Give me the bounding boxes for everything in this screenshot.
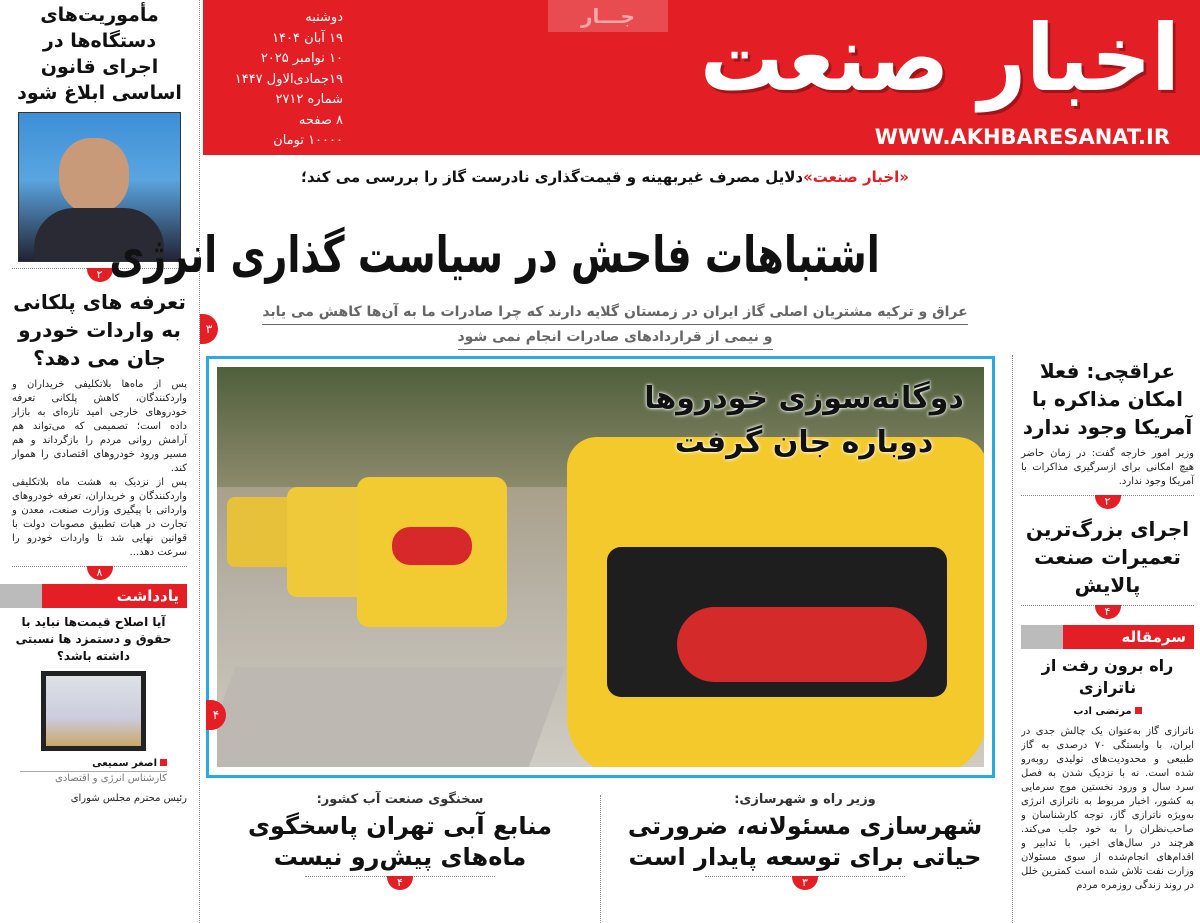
main-subhead (230, 300, 1000, 350)
paragraph: پس از نزدیک به هشت ماه بلاتکلیفی واردکنندگان و خریداران، تعرفه خودروهای وارداتی با پیگیری وزارت صنعت، معدن و تجارت در هیات تطبیق مصوبات دولت با قوانین نهایی شد تا واردات خودرو را سرعت دهد... (12, 477, 187, 558)
page-badge: ۴ (1095, 605, 1121, 619)
left-top-headline[interactable]: مأموریت‌های دستگاه‌ها در اجرای قانون اساسی ابلاغ شود (17, 4, 182, 104)
page-badge: ۲ (87, 268, 113, 282)
issue-number: شماره ۲۷۱۲ (275, 92, 343, 107)
subhead-line: عراق و ترکیه مشتریان اصلی گاز ایران در زمستان گلایه دارند که چرا صادرات ما به آن‌ها کاهش می یابد (262, 300, 967, 325)
jar-label: جـــار (548, 0, 668, 32)
date-solar: ۱۹ آبان ۱۴۰۴ (272, 30, 343, 46)
editorial-author: مرتضی ادب (1021, 705, 1194, 719)
newspaper-logo: اخبار صنعت (700, 5, 1180, 112)
arrow-icon (1021, 625, 1063, 649)
note-headline[interactable]: آیا اصلاح قیمت‌ها نباید با حقوق و دستمزد ها نسبتی داشته باشد؟ (15, 615, 172, 663)
page-badge: ۳ (200, 314, 218, 344)
website-url[interactable]: WWW.AKHBARESANAT.IR (874, 125, 1170, 149)
divider (1021, 495, 1194, 509)
story-urban[interactable] (605, 792, 1005, 890)
paragraph: پس از ماه‌ها بلاتکلیفی خریداران و واردکنندگان، کاهش پلکانی تعرفه خودروهای خارجی امید تازه‌ای به بازار داده است؛ تصمیمی که می‌تواند هم آرامش روانی مردم را بازگرداند و هم مسیر ورود خودروهای اقتصادی را هموار کند. (12, 379, 187, 474)
masthead (203, 0, 1200, 155)
arrow-icon (0, 584, 42, 608)
araghchi-body: وزیر امور خارجه گفت: در زمان حاضر هیچ امکانی برای ازسرگیری مذاکرات با آمریکا وجود ندارد. (1021, 448, 1194, 487)
araghchi-headline[interactable]: عراقچی: فعلا امکان مذاکره با آمریکا وجود ندارد (1022, 359, 1193, 439)
main-photo-frame[interactable] (206, 356, 995, 778)
divider (12, 566, 187, 580)
editorial-section-header (1021, 625, 1194, 649)
refinery-headline[interactable]: اجرای بزرگ‌ترین تعمیرات صنعت پالایش (1025, 517, 1190, 597)
column-divider (600, 795, 601, 923)
water-kicker: سخنگوی صنعت آب کشور: (316, 792, 484, 807)
author-photo (41, 671, 146, 751)
divider (1021, 605, 1194, 619)
page-badge: ۴ (387, 876, 413, 890)
main-headline[interactable]: اشتباهات فاحش در سیاست گذاری انرژی (109, 226, 880, 284)
main-headline-wrap (109, 215, 1000, 295)
urban-headline[interactable]: شهرسازی مسئولانه، ضرورتی حیاتی برای توسعه پایدار است (627, 812, 983, 871)
kicker-source: «اخبار صنعت» (803, 168, 910, 186)
page-badge: ۳ (792, 876, 818, 890)
right-column (1012, 355, 1200, 923)
note-section-label: یادداشت (42, 584, 187, 608)
subhead-line: و نیمی از قراردادهای صادرات انجام نمی شود (458, 325, 773, 350)
editorial-headline[interactable]: راه برون رفت از ناترازی (1041, 656, 1174, 697)
photo-caption: دوگانه‌سوزی خودروها دوباره جان گرفت (644, 381, 964, 460)
left-column (0, 0, 200, 923)
date-lunar: ۱۹جمادی‌الاول ۱۴۴۷ (234, 71, 343, 87)
tariff-headline[interactable]: تعرفه های پلکانی به واردات خودرو جان می دهد؟ (13, 290, 186, 370)
urban-kicker: وزیر راه و شهرسازی: (734, 792, 876, 807)
note-section-header (0, 584, 187, 608)
page-badge: ۴ (206, 700, 226, 730)
author-name: اصغر سمیعی (20, 757, 167, 771)
divider (705, 876, 905, 890)
page-count: ۸ صفحه (298, 112, 343, 128)
page-badge: ۲ (1095, 495, 1121, 509)
main-kicker: «اخبار صنعت»دلایل مصرف غیربهینه و قیمت‌گذاری نادرست گاز را بررسی می کند؛ (300, 168, 910, 186)
divider (305, 876, 495, 890)
page-badge: ۸ (87, 566, 113, 580)
taxi-cng-photo (217, 367, 984, 767)
author-role: کارشناس انرژی و اقتصادی (20, 771, 167, 786)
editorial-section-label: سرمقاله (1063, 625, 1194, 649)
editorial-body: ناترازی گاز به‌عنوان یک چالش جدی در ایران، با وابستگی ۷۰ درصدی به گاز طبیعی و محدودیت‌های تولیدی روبه‌رو شده است. نه با نزدیک شدن به فصل سرد سال و ورود نخستین موج سرمایی به کشور، اخبار مربوط به ناترازی انرژی به‌ویژه ناترازی گاز، توجه کارشناسان و صاحب‌نظران را به خود جلب می‌کند. هرچند در سال‌های اخیر، با تدابیر و اقدام‌های انجام‌شده از سوی مسئولان وزارت نفت تلاش شده است کمترین خلل در روند زندگی روزمره مردم (1021, 726, 1194, 891)
date-gregorian: ۱۰ نوامبر ۲۰۲۵ (260, 51, 343, 66)
tariff-body (12, 378, 187, 560)
weekday: دوشنبه (305, 10, 343, 25)
water-headline[interactable]: منابع آبی تهران پاسخگوی ماه‌های پیش‌رو نیست (247, 812, 553, 871)
note-body: رئیس محترم مجلس شورای (70, 793, 187, 804)
price: ۱۰۰۰۰ تومان (273, 133, 343, 148)
issue-info (213, 8, 343, 152)
story-water[interactable] (205, 792, 595, 890)
